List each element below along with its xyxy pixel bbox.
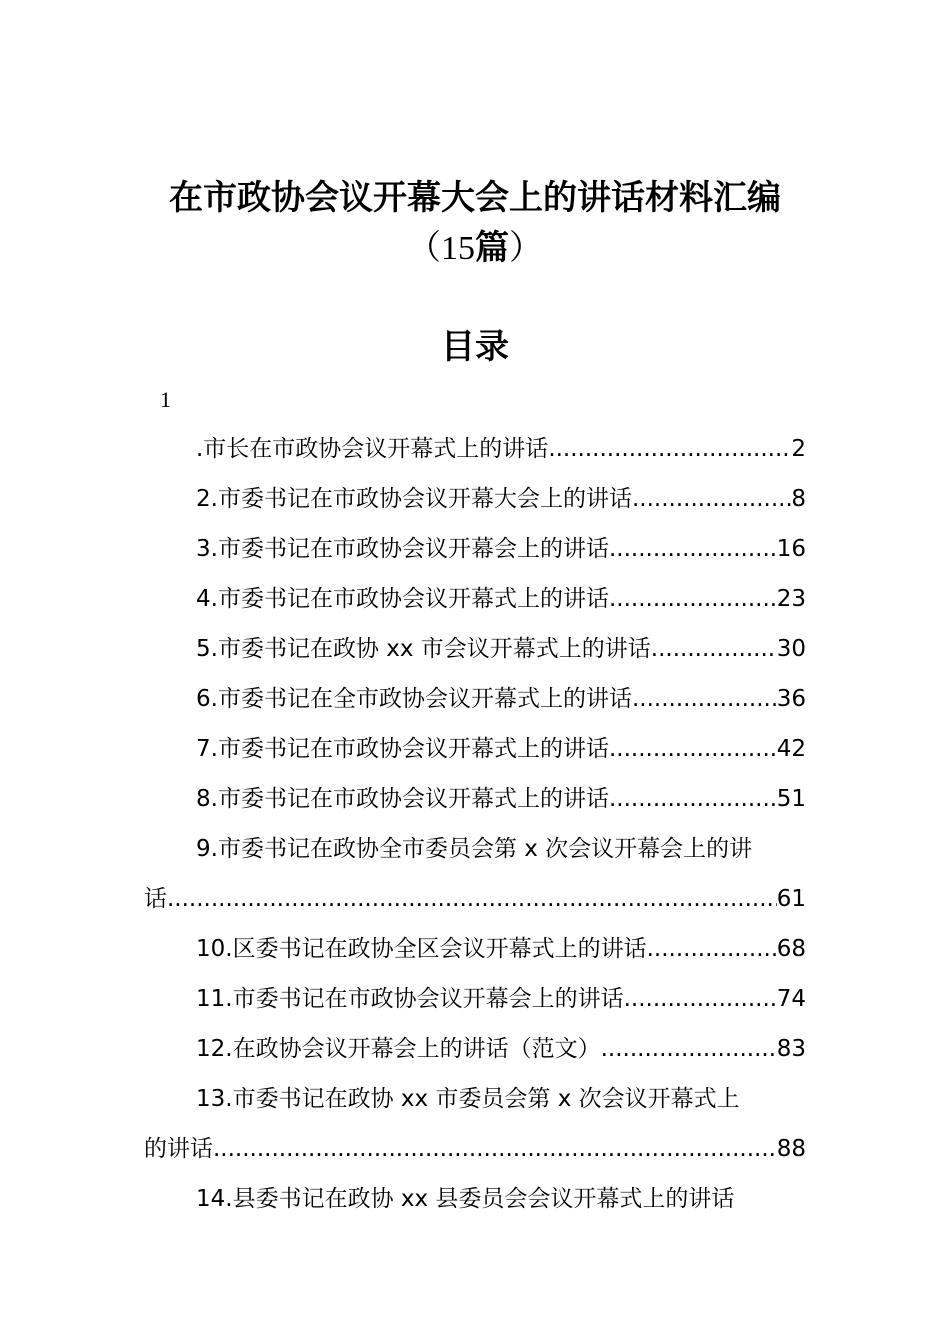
- toc-entry-page: 2: [791, 436, 806, 462]
- toc-entry-title: 13.市委书记在政协 xx 市委员会第 x 次会议开幕式上: [196, 1086, 740, 1112]
- toc-entry-13-line1[interactable]: [144, 1074, 806, 1124]
- toc-entry-9-line2[interactable]: [144, 874, 806, 924]
- toc-leader-dots: [167, 874, 777, 924]
- toc-leader-dots: [548, 424, 791, 474]
- toc-entry-title: 12.在政协会议开幕会上的讲话（范文）: [196, 1036, 601, 1062]
- toc-entry-5[interactable]: [144, 624, 806, 674]
- document-subtitle: [0, 226, 950, 271]
- toc-entry-8[interactable]: [144, 774, 806, 824]
- toc-heading: 目录: [441, 327, 509, 367]
- subtitle-unit: 篇: [475, 228, 509, 268]
- toc-entry-page: 68: [776, 936, 806, 962]
- toc-first-number: 1: [160, 387, 171, 412]
- document-title: 在市政协会议开幕大会上的讲话材料汇编: [169, 178, 781, 218]
- toc-entry-title: 2.市委书记在市政协会议开幕大会上的讲话: [196, 486, 632, 512]
- toc-entry-page: 42: [776, 736, 806, 762]
- toc-leader-dots: [632, 674, 777, 724]
- toc-leader-dots: [609, 574, 777, 624]
- toc-leader-dots: [609, 774, 777, 824]
- toc-entry-page: 8: [791, 486, 806, 512]
- toc-leader-dots: [651, 624, 777, 674]
- table-of-contents: [144, 424, 806, 1224]
- toc-entry-page: 16: [776, 536, 806, 562]
- toc-entry-title-continued: 话: [144, 886, 167, 912]
- toc-entry-title: 10.区委书记在政协全区会议开幕式上的讲话: [196, 936, 647, 962]
- toc-entry-page: 61: [776, 886, 806, 912]
- toc-entry-4[interactable]: [144, 574, 806, 624]
- toc-leader-dots: [632, 474, 791, 524]
- toc-entry-title: 5.市委书记在政协 xx 市会议开幕式上的讲话: [196, 636, 651, 662]
- toc-entry-page: 51: [776, 786, 806, 812]
- toc-leader-dots: [213, 1124, 777, 1174]
- toc-entry-title: 8.市委书记在市政协会议开幕式上的讲话: [196, 786, 609, 812]
- toc-leader-dots: [609, 524, 777, 574]
- toc-entry-3[interactable]: [144, 524, 806, 574]
- toc-leader-dots: [647, 924, 777, 974]
- toc-entry-10[interactable]: [144, 924, 806, 974]
- toc-entry-2[interactable]: [144, 474, 806, 524]
- toc-entry-page: 83: [776, 1036, 806, 1062]
- toc-leader-dots: [624, 974, 777, 1024]
- subtitle-close-paren: ）: [509, 228, 543, 268]
- toc-entry-6[interactable]: [144, 674, 806, 724]
- toc-entry-title: 11.市委书记在市政协会议开幕会上的讲话: [196, 986, 624, 1012]
- toc-entry-1[interactable]: [144, 424, 806, 474]
- toc-entry-title: .市长在市政协会议开幕式上的讲话: [196, 436, 549, 462]
- subtitle-count: 15: [441, 230, 475, 267]
- toc-entry-page: 36: [776, 686, 806, 712]
- toc-entry-7[interactable]: [144, 724, 806, 774]
- toc-entry-title-continued: 的讲话: [144, 1136, 213, 1162]
- toc-leader-dots: [601, 1024, 777, 1074]
- toc-entry-title: 9.市委书记在政协全市委员会第 x 次会议开幕会上的讲: [196, 836, 753, 862]
- toc-entry-title: 4.市委书记在市政协会议开幕式上的讲话: [196, 586, 609, 612]
- toc-entry-page: 23: [776, 586, 806, 612]
- toc-entry-title: 6.市委书记在全市政协会议开幕式上的讲话: [196, 686, 632, 712]
- toc-entry-9-line1[interactable]: [144, 824, 806, 874]
- toc-entry-title: 7.市委书记在市政协会议开幕式上的讲话: [196, 736, 609, 762]
- toc-entry-14[interactable]: [144, 1174, 806, 1224]
- toc-entry-11[interactable]: [144, 974, 806, 1024]
- toc-entry-page: 88: [776, 1136, 806, 1162]
- toc-entry-title: 14.县委书记在政协 xx 县委员会会议开幕式上的讲话: [196, 1186, 735, 1212]
- toc-entry-title: 3.市委书记在市政协会议开幕会上的讲话: [196, 536, 609, 562]
- toc-entry-page: 74: [776, 986, 806, 1012]
- toc-entry-13-line2[interactable]: [144, 1124, 806, 1174]
- toc-entry-page: 30: [776, 636, 806, 662]
- subtitle-open-paren: （: [407, 228, 441, 268]
- toc-entry-12[interactable]: [144, 1024, 806, 1074]
- toc-leader-dots: [609, 724, 777, 774]
